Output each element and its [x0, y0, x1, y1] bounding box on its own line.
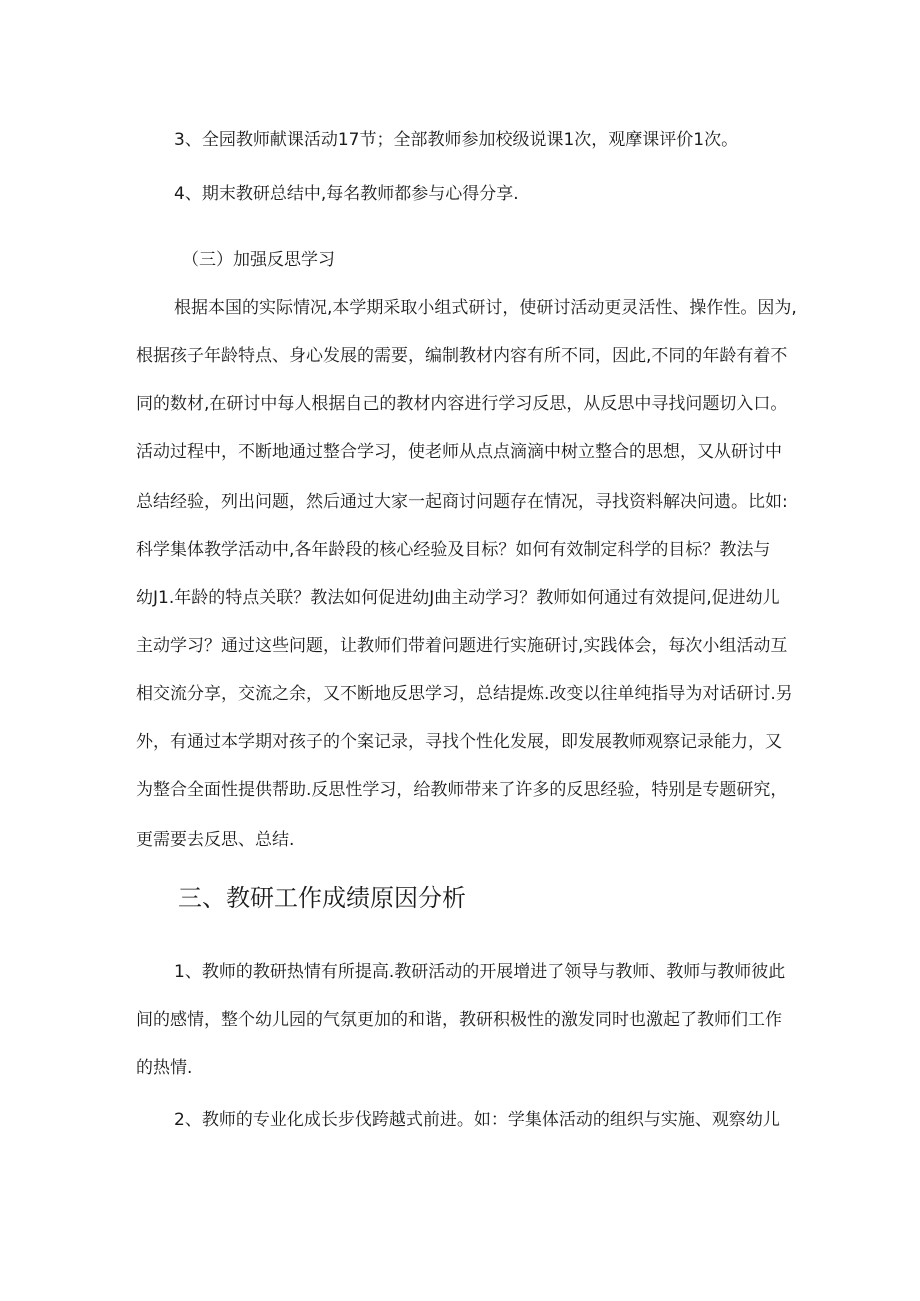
- paragraph-line: 为整合全面性提供帮助.反思性学习，给教师带来了许多的反思经验，特别是专题研究，: [136, 780, 788, 800]
- paragraph-line: 活动过程中，不断地通过整合学习，使老师从点点滴滴中树立整合的思想，又从研讨中: [136, 442, 782, 462]
- paragraph-line: 间的感情，整个幼儿园的气氛更加的和谐，教研积极性的激发同时也激起了教师们工作: [136, 1010, 782, 1030]
- list-item-3: 3、全园教师献课活动17节；全部教师参加校级说课1次，观摩课评价1次。: [174, 130, 739, 150]
- list-item-4: 4、期末教研总结中,每名教师都参与心得分享.: [174, 184, 519, 204]
- section-heading: （三）加强反思学习: [182, 250, 335, 270]
- paragraph-line: 总结经验，列出问题，然后通过大家一起商讨问题存在情况，寻找资料解决问遗。比如:: [136, 492, 788, 512]
- paragraph-line: 的热情.: [136, 1058, 193, 1078]
- paragraph-line: 相交流分享，交流之余，又不断地反思学习，总结提炼.改变以往单纯指导为对话研讨.另: [136, 684, 793, 704]
- paragraph-line: 主动学习？通过这些问题，让教师们带着问题进行实施研讨,实践体会，每次小组活动互: [136, 636, 788, 656]
- paragraph-line: 1、教师的教研热情有所提高.教研活动的开展增进了领导与教师、教师与教师彼此: [174, 962, 786, 982]
- paragraph-line: 外，有通过本学期对孩子的个案记录，寻找个性化发展，即发展教师观察记录能力，又: [136, 732, 782, 752]
- chapter-heading: 三、教研工作成绩原因分析: [178, 884, 466, 912]
- paragraph-line: 同的数材,在研讨中每人根据自己的教材内容进行学习反思，从反思中寻找问题切入口。: [136, 394, 788, 414]
- paragraph-line: 根据本国的实际情况,本学期采取小组式研讨，使研讨活动更灵活性、操作性。因为,: [174, 298, 797, 318]
- paragraph-line: 科学集体教学活动中,各年龄段的核心经验及目标？如何有效制定科学的目标？教法与: [136, 540, 771, 560]
- paragraph-line: 幼J1.年龄的特点关联？教法如何促进幼J曲主动学习？教师如何通过有效提问,促进幼儿: [136, 588, 780, 608]
- paragraph-line: 根据孩子年龄特点、身心发展的需要，编制教材内容有所不同，因此,不同的年龄有着不: [136, 346, 788, 366]
- paragraph-line: 2、教师的专业化成长步伐跨越式前进。如：学集体活动的组织与实施、观察幼儿: [174, 1110, 780, 1130]
- paragraph-line: 更需要去反思、总结.: [136, 830, 295, 850]
